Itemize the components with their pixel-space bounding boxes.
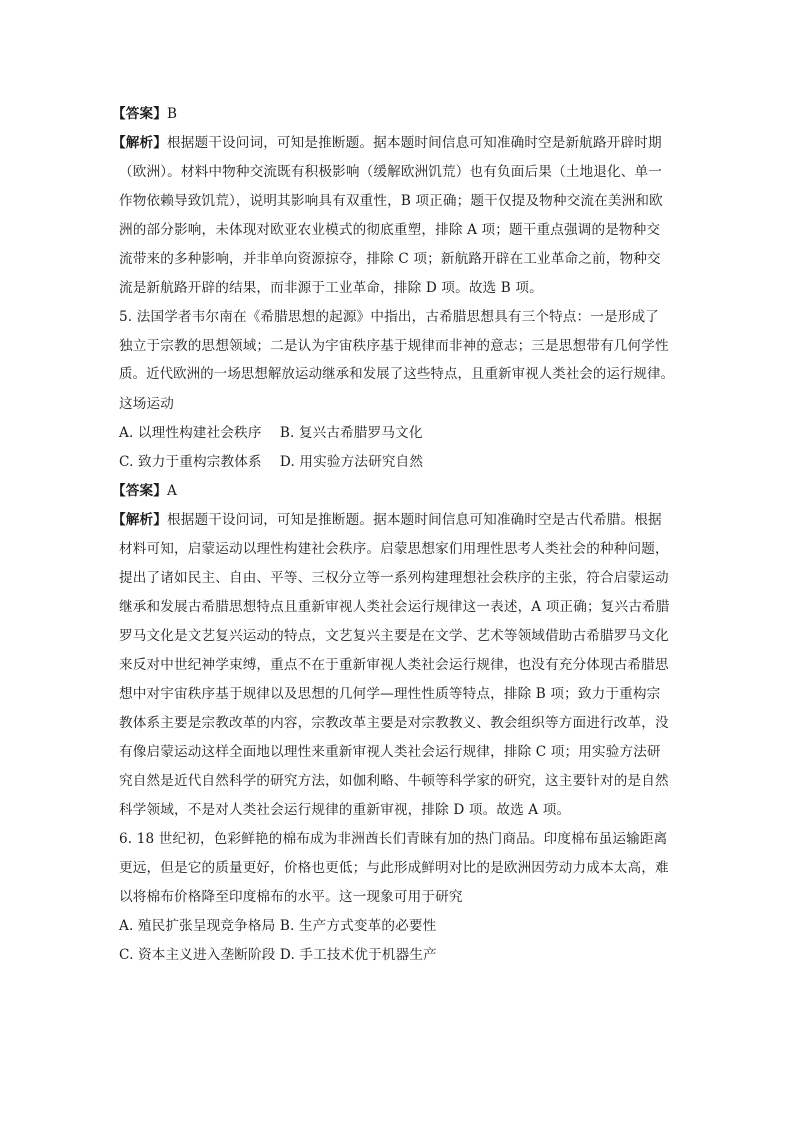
answer-value: A [166,483,177,499]
text-line: （欧洲）。材料中物种交流既有积极影响（缓解欧洲饥荒）也有负面后果（土地退化、单一 [119,164,662,180]
options-line-cd: C. 致力于重构宗教体系 D. 用实验方法研究自然 [119,454,424,470]
analysis-label: 【解析】 [112,135,167,151]
text-line: 来反对中世纪神学束缚，重点不在于重新审视人类社会运行规律，也没有充分体现古希腊思 [119,657,669,673]
text-line: 这场运动 [119,396,174,412]
answer-line-q5 [112,481,177,501]
text-line: 独立于宗教的思想领域；二是认为宇宙秩序基于规律而非神的意志；三是思想带有几何学性 [119,338,669,354]
text-line: 流是新航路开辟的结果，而非源于工业革命，排除 D 项。故选 B 项。 [119,280,543,296]
question-5-stem: 5. 法国学者韦尔南在《希腊思想的起源》中指出，古希腊思想具有三个特点：一是形成了 [119,309,660,325]
answer-label: 【答案】 [112,106,167,122]
text-line: 继承和发展古希腊思想特点且重新审视人类社会运行规律这一表述，A 项正确；复兴古希腊 [119,599,670,615]
text-line: 材料可知，启蒙运动以理性构建社会秩序。启蒙思想家们用理性思考人类社会的种种问题， [119,541,669,557]
options-line-ab: A. 殖民扩张呈现竞争格局 B. 生产方式变革的必要性 [119,918,437,934]
text-line: 提出了诸如民主、自由、平等、三权分立等一系列构建理想社会秩序的主张，符合启蒙运动 [119,570,669,586]
text-line: 作物依赖导致饥荒），说明其影响具有双重性，B 项正确；题干仅提及物种交流在美洲和欧 [119,193,663,209]
text-line: 质。近代欧洲的一场思想解放运动继承和发展了这些特点，且重新审视人类社会的运行规律。 [119,367,675,382]
analysis-line-q4 [112,133,662,153]
text-line: 有像启蒙运动这样全面地以理性来重新审视人类社会运行规律，排除 C 项；用实验方法研 [119,744,661,760]
text-line: 流带来的多种影响，并非单向资源掠夺，排除 C 项；新航路开辟在工业革命之前，物种交 [119,251,661,267]
answer-value: B [166,106,178,122]
answer-line-q4 [112,104,177,124]
text-line: 洲的部分影响，未体现对欧亚农业模式的彻底重塑，排除 A 项；题干重点强调的是物种交 [119,222,661,238]
analysis-label: 【解析】 [112,512,167,528]
text-line: 以将棉布价格降至印度棉布的水平。这一现象可用于研究 [119,889,463,905]
options-line-cd: C. 资本主义进入垄断阶段 D. 手工技术优于机器生产 [119,947,437,963]
analysis-text: 根据题干设问词，可知是推断题。据本题时间信息可知准确时空是古代希腊。根据 [166,512,662,528]
text-line: 更远，但是它的质量更好，价格也更低；与此形成鲜明对比的是欧洲因劳动力成本太高，难 [119,860,669,876]
text-line: 科学领域，不是对人类社会运行规律的重新审视，排除 D 项。故选 A 项。 [119,802,571,818]
analysis-line-q5 [112,510,662,530]
text-line: 想中对宇宙秩序基于规律以及思想的几何学—理性性质等特点，排除 B 项；致力于重构宗 [119,686,661,702]
text-line: 究自然是近代自然科学的研究方法，如伽利略、牛顿等科学家的研究，这主要针对的是自然 [119,773,669,789]
options-line-ab: A. 以理性构建社会秩序 B. 复兴古希腊罗马文化 [119,425,423,441]
text-line: 教体系主要是宗教改革的内容，宗教改革主要是对宗教教义、教会组织等方面进行改革，没 [119,715,669,731]
question-6-stem: 6. 18 世纪初，色彩鲜艳的棉布成为非洲酋长们青睐有加的热门商品。印度棉布虽运输距离 [119,831,668,847]
analysis-text: 根据题干设问词，可知是推断题。据本题时间信息可知准确时空是新航路开辟时期 [166,135,662,151]
text-line: 罗马文化是文艺复兴运动的特点，文艺复兴主要是在文学、艺术等领域借助古希腊罗马文化 [119,628,669,644]
answer-label: 【答案】 [112,483,167,499]
